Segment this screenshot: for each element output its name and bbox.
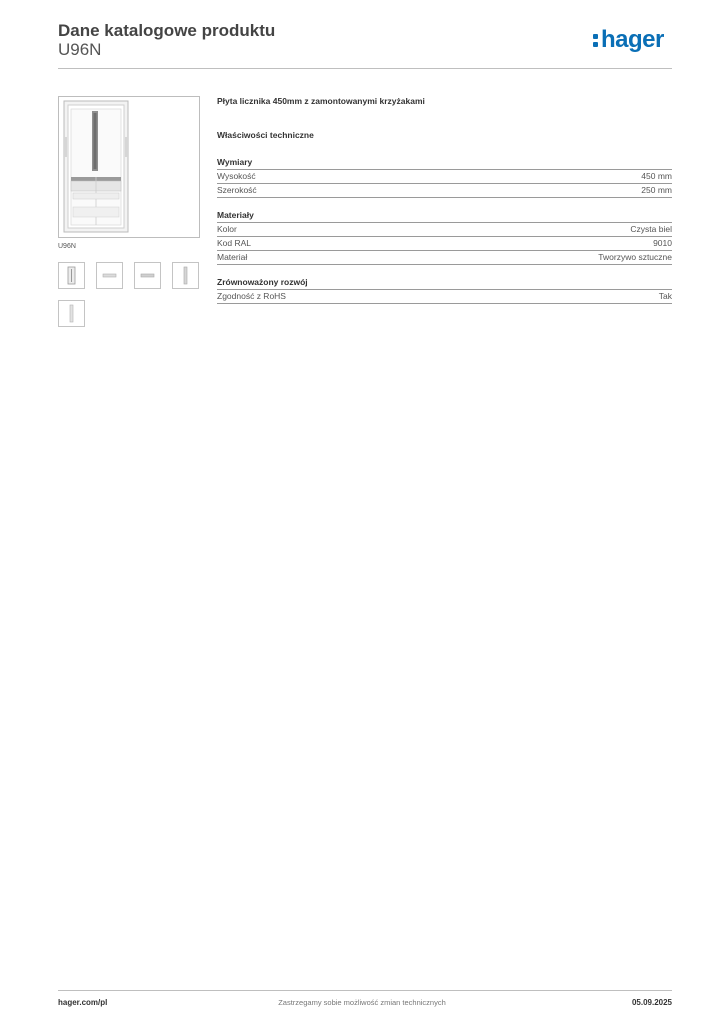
spec-value: Tworzywo sztuczne xyxy=(598,252,672,262)
footer-notice: Zastrzegamy sobie możliwość zmian technicznych xyxy=(278,998,446,1007)
spec-row-color xyxy=(217,223,672,237)
footer-date: 05.09.2025 xyxy=(631,998,672,1007)
spec-value: Czysta biel xyxy=(630,224,672,234)
spec-value: 450 mm xyxy=(641,171,672,181)
section-materials xyxy=(217,208,672,265)
thumbnail-side[interactable] xyxy=(172,262,199,289)
logo-text: hager xyxy=(601,26,664,53)
spec-label: Kolor xyxy=(217,224,237,234)
spec-row-width xyxy=(217,184,672,198)
product-main-image[interactable] xyxy=(58,96,200,238)
hager-logo xyxy=(593,28,664,52)
thumbnail-bottom[interactable] xyxy=(134,262,161,289)
section-dimensions xyxy=(217,155,672,198)
thumbnail-side-2[interactable] xyxy=(58,300,85,327)
section-sustainability xyxy=(217,275,672,304)
thumbnail-top[interactable] xyxy=(96,262,123,289)
footer-divider xyxy=(58,990,672,991)
header-divider xyxy=(58,68,672,69)
spec-row-rohs xyxy=(217,290,672,304)
product-code: U96N xyxy=(58,40,102,59)
product-description: Płyta licznika 450mm z zamontowanymi krzyżakami xyxy=(217,96,425,106)
spec-label: Zgodność z RoHS xyxy=(217,291,286,301)
spec-value: 250 mm xyxy=(641,185,672,195)
tech-properties-title: Właściwości techniczne xyxy=(217,130,314,140)
spec-row-ral xyxy=(217,237,672,251)
spec-value: 9010 xyxy=(653,238,672,248)
section-title: Materiały xyxy=(217,208,672,223)
spec-row-material xyxy=(217,251,672,265)
section-title: Zrównoważony rozwój xyxy=(217,275,672,290)
spec-label: Wysokość xyxy=(217,171,256,181)
section-title: Wymiary xyxy=(217,155,672,170)
image-caption: U96N xyxy=(58,243,76,250)
spec-label: Kod RAL xyxy=(217,238,252,248)
spec-value: Tak xyxy=(658,291,672,301)
spec-label: Szerokość xyxy=(217,185,257,195)
thumbnail-front[interactable] xyxy=(58,262,85,289)
page-title: Dane katalogowe produktu xyxy=(58,21,276,40)
footer-website-link[interactable]: hager.com/pl xyxy=(58,998,108,1007)
spec-label: Materiał xyxy=(217,252,248,262)
logo-dots-icon xyxy=(593,29,600,49)
spec-row-height xyxy=(217,170,672,184)
